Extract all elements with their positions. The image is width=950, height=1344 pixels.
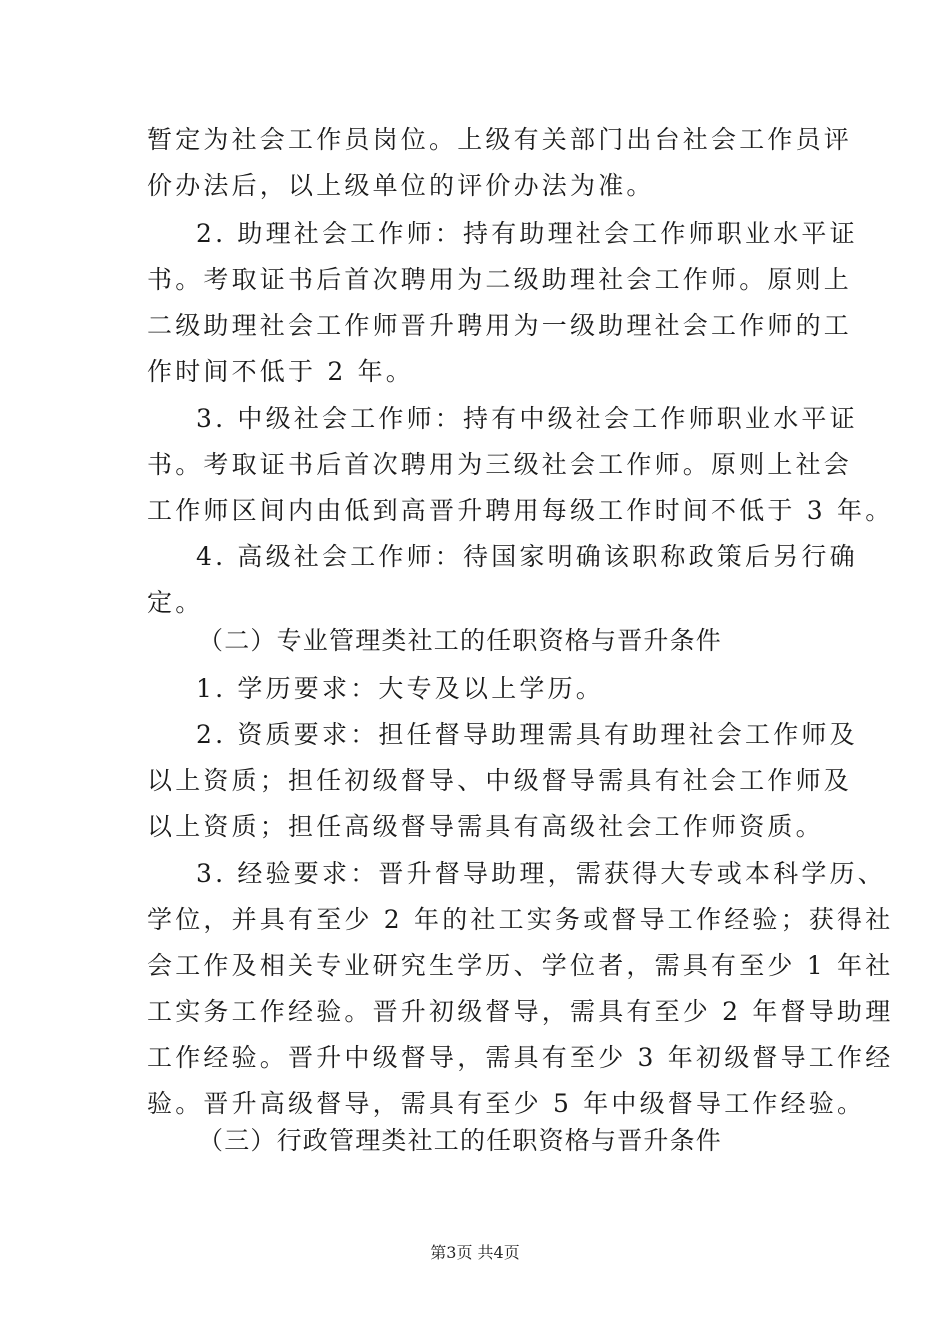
- body-line: 工作师区间内由低到高晋升聘用每级工作时间不低于 3 年。: [147, 496, 894, 525]
- body-line: 暂定为社会工作员岗位。上级有关部门出台社会工作员评: [147, 125, 853, 154]
- body-line: 会工作及相关专业研究生学历、学位者，需具有至少 1 年社: [147, 951, 894, 980]
- body-line: 学位，并具有至少 2 年的社工实务或督导工作经验；获得社: [147, 905, 894, 934]
- body-line: 以上资质；担任高级督导需具有高级社会工作师资质。: [147, 812, 824, 841]
- list-item-title: 3. 中级社会工作师：持有中级社会工作师职业水平证: [196, 404, 858, 433]
- body-line: 以上资质；担任初级督导、中级督导需具有社会工作师及: [147, 766, 853, 795]
- body-line: 书。考取证书后首次聘用为三级社会工作师。原则上社会: [147, 450, 853, 479]
- body-line: 价办法后，以上级单位的评价办法为准。: [147, 171, 655, 200]
- body-line: 工作经验。晋升中级督导，需具有至少 3 年初级督导工作经: [147, 1043, 894, 1072]
- section-heading: （二）专业管理类社工的任职资格与晋升条件: [198, 626, 723, 655]
- body-line: 书。考取证书后首次聘用为二级助理社会工作师。原则上: [147, 265, 853, 294]
- page-number: 第3页 共4页: [430, 1243, 520, 1262]
- list-item-title: 3. 经验要求：晋升督导助理，需获得大专或本科学历、: [196, 859, 887, 888]
- body-line: 定。: [147, 588, 204, 617]
- body-line: 二级助理社会工作师晋升聘用为一级助理社会工作师的工: [147, 311, 853, 340]
- list-item-title: 1. 学历要求：大专及以上学历。: [196, 674, 605, 703]
- list-item-title: 2. 助理社会工作师：持有助理社会工作师职业水平证: [196, 219, 858, 248]
- body-line: 验。晋升高级督导，需具有至少 5 年中级督导工作经验。: [147, 1089, 866, 1118]
- body-line: 作时间不低于 2 年。: [147, 357, 414, 386]
- list-item-title: 4. 高级社会工作师：待国家明确该职称政策后另行确: [196, 542, 858, 571]
- list-item-title: 2. 资质要求：担任督导助理需具有助理社会工作师及: [196, 720, 858, 749]
- body-line: 工实务工作经验。晋升初级督导，需具有至少 2 年督导助理: [147, 997, 894, 1026]
- section-heading: （三）行政管理类社工的任职资格与晋升条件: [198, 1126, 723, 1155]
